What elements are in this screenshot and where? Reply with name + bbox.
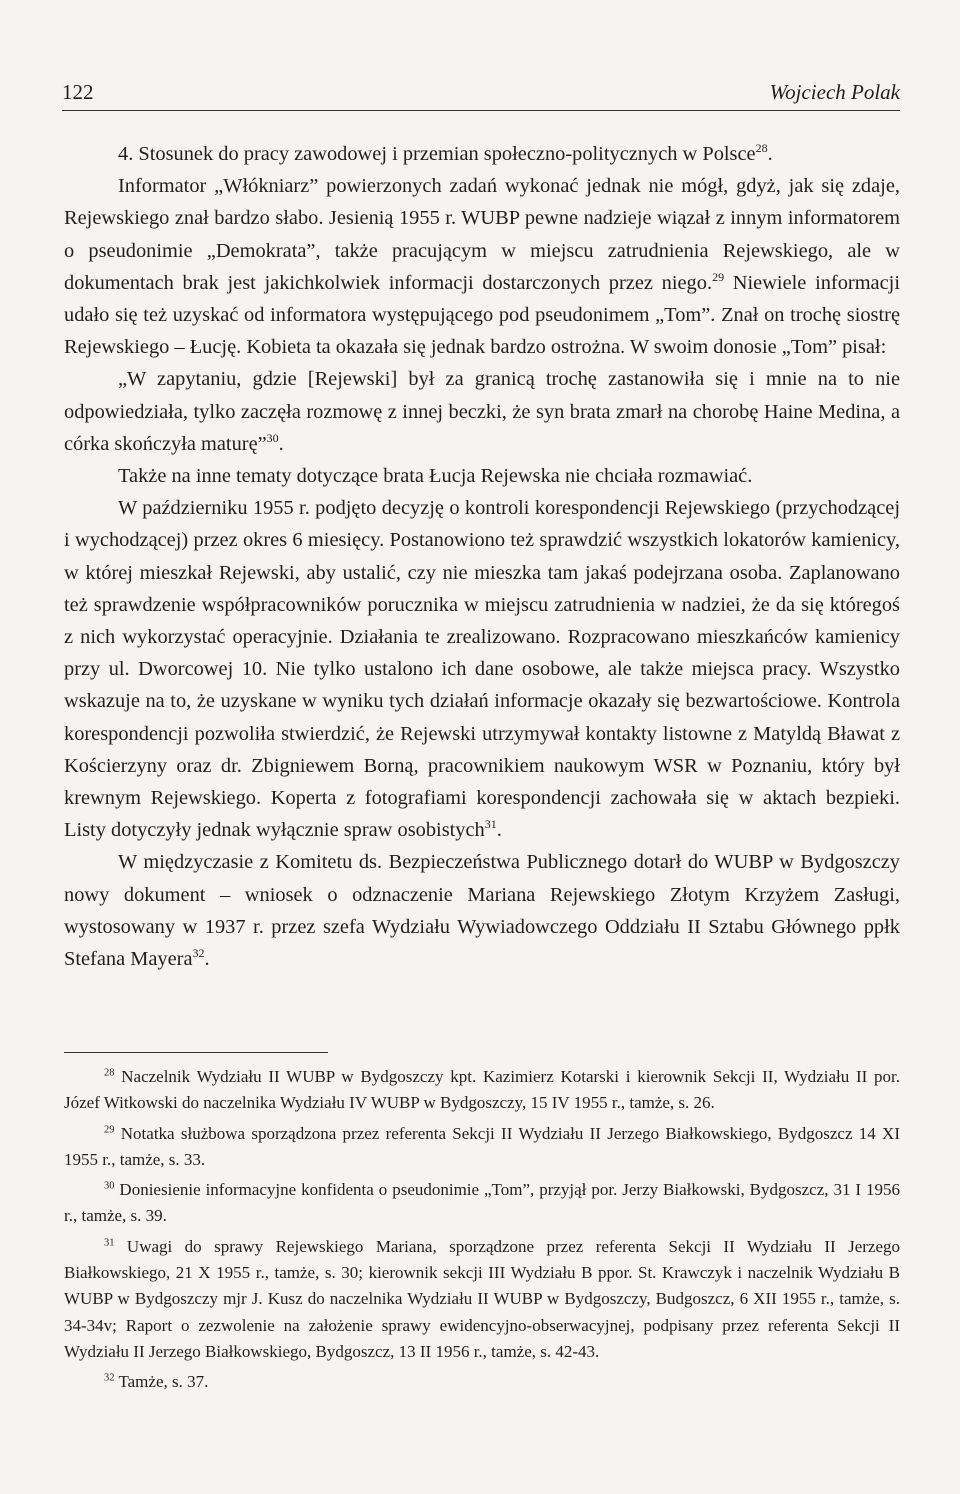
paragraph-text: 4. Stosunek do pracy zawodowej i przemian społeczno-politycznych w Polsce (118, 143, 756, 165)
paragraph-text: Niewiele informacji udało się też uzyskać od informatora występującego pod pseudonimem „Tom”. Znał on trochę siostrę Rejewskiego – Łucję. Kobieta ta okazała się jednak bardzo ostrożna. W swoim donosie „Tom” pisał: (64, 271, 900, 359)
footnote-number: 28 (104, 1067, 115, 1079)
footnote-31 (64, 1234, 900, 1365)
paragraph-text: Informator „Włókniarz” powierzonych zadań wykonać jednak nie mógł, gdyż, jak się zdaje, Rejewskiego znał bardzo słabo. Jesienią 1955 r. WUBP pewne nadzieje wiązał z innym informatorem o pseudonimie „Demokrata”, także pracującym w miejscu zatrudnienia Rejewskiego, ale w dokumentach brak jest jakichkolwiek informacji dostarczonych przez niego. (64, 175, 900, 294)
paragraph-5 (64, 846, 900, 975)
footnote-number: 31 (104, 1237, 115, 1249)
footnote-29 (64, 1121, 900, 1174)
footnote-text: Naczelnik Wydziału II WUBP w Bydgoszczy kpt. Kazimierz Kotarski i kierownik Sekcji II, Wydziału II por. Józef Witkowski do naczelnika Wydziału IV WUBP w Bydgoszczy, 15 IV 1955 r., tamże, s. 26. (64, 1067, 900, 1113)
paragraph-text: W międzyczasie z Komitetu ds. Bezpieczeństwa Publicznego dotarł do WUBP w Bydgoszczy nowy dokument – wniosek o odznaczenie Mariana Rejewskiego Złotym Krzyżem Zasługi, wystosowany w 1937 r. przez szefa Wydziału Wywiadowczego Oddziału II Sztabu Głównego ppłk Stefana Mayera (64, 851, 900, 971)
footnote-text: Tamże, s. 37. (114, 1372, 209, 1392)
footnote-number: 29 (104, 1123, 115, 1135)
footnote-30 (64, 1177, 900, 1230)
footnote-ref-31: 31 (484, 817, 497, 832)
page-number: 122 (62, 80, 94, 104)
paragraph-end: . (204, 948, 210, 971)
footnote-text: Uwagi do sprawy Rejewskiego Mariana, sporządzone przez referenta Sekcji II Wydziału II Jerzego Białkowskiego, 21 X 1955 r., tamże, s. 30; kierownik sekcji III Wydziału B ppor. St. Krawczyk i naczelnik Wydziału B WUBP w Bydgoszczy mjr J. Kusz do naczelnika Wydziału II WUBP w Bydgoszczy, Budgoszcz, 6 XII 1955 r., tamże, s. 34-34v; Raport o zezwolenie na założenie sprawy ewidencyjno-obserwacyjnej, podpisany przez referenta Sekcji II Wydziału II Jerzego Białkowskiego, Bydgoszcz, 13 II 1956 r., tamże, s. 42-43. (64, 1236, 900, 1361)
paragraph-2 (64, 170, 900, 363)
main-text (64, 138, 900, 975)
paragraph-text: W październiku 1955 r. podjęto decyzję o kontroli korespondencji Rejewskiego (przychodzącej i wychodzącej) przez okres 6 miesięcy. Postanowiono też sprawdzić wszystkich lokatorów kamienicy, w której mieszkał Rejewski, aby ustalić, czy nie mieszka tam jakaś podejrzana osoba. Zaplanowano też sprawdzenie współpracowników porucznika w miejscu zatrudnienia w nadziei, że da się któregoś z nich wykorzystać operacyjnie. Działania te zrealizowano. Rozpracowano mieszkańców kamienicy przy ul. Dworcowej 10. Nie tylko ustalono ich dane osobowe, ale także miejsca pracy. Wszystko wskazuje na to, że uzyskane w wyniku tych działań informacje okazały się bezwartościowe. Kontrola korespondencji pozwoliła stwierdzić, że Rejewski utrzymywał kontakty listowne z Matyldą Bławat z Kościerzyny oraz dr. Zbigniewem Borną, pracownikiem naukowym WSR w Poznaniu, który był krewnym Rejewskiego. Koperta z fotografiami korespondencji zachowała się w aktach bezpieki. Listy dotyczyły jednak wyłącznie spraw osobistych (64, 497, 900, 842)
running-head-author: Wojciech Polak (769, 80, 900, 104)
footnote-divider (64, 1052, 328, 1053)
footnote-ref-29: 29 (712, 270, 725, 285)
paragraph-end: . (278, 432, 284, 455)
page-header (62, 76, 900, 111)
footnote-32 (64, 1369, 900, 1395)
footnotes (64, 1064, 900, 1400)
footnote-ref-32: 32 (192, 946, 205, 961)
paragraph-end: . (496, 819, 502, 842)
footnote-number: 32 (104, 1372, 115, 1384)
footnote-number: 30 (104, 1180, 115, 1192)
quote-text: „W zapytaniu, gdzie [Rejewski] był za granicą trochę zastanowiła się i mnie na to nie odpowiedziała, tylko zaczęła rozmowę z innej beczki, że syn brata zmarł na chorobę Haine Medina, a córka skończyła maturę” (64, 368, 900, 455)
footnote-ref-30: 30 (266, 431, 279, 446)
quote-paragraph (64, 363, 900, 460)
paragraph-4 (64, 492, 900, 846)
footnote-text: Doniesienie informacyjne konfidenta o pseudonimie „Tom”, przyjął por. Jerzy Białkowski, Bydgoszcz, 31 I 1956 r., tamże, s. 39. (64, 1180, 900, 1226)
footnote-28 (64, 1064, 900, 1117)
paragraph-3: Także na inne tematy dotyczące brata Łucja Rejewska nie chciała rozmawiać. (118, 465, 753, 488)
paragraph-1 (64, 138, 900, 170)
footnote-text: Notatka służbowa sporządzona przez referenta Sekcji II Wydziału II Jerzego Białkowskiego, Bydgoszcz 14 XI 1955 r., tamże, s. 33. (64, 1123, 900, 1169)
footnote-ref-28: 28 (755, 141, 768, 156)
paragraph-end: . (767, 143, 773, 165)
